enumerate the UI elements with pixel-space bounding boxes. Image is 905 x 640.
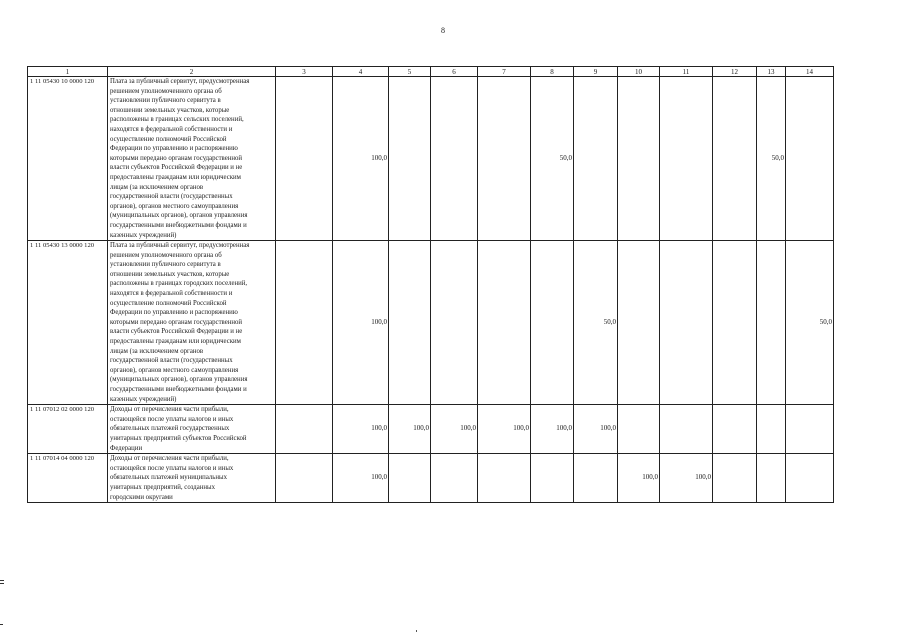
norm-value-col-9: 50,0 <box>574 241 618 405</box>
classification-code: 1 11 05430 10 0000 120 <box>28 77 108 241</box>
norm-value-col-7 <box>478 454 531 503</box>
revenue-name-line: государственной власти (государственных <box>110 357 233 365</box>
norm-value-col-8: 50,0 <box>531 77 574 241</box>
norm-value-col-3 <box>276 241 333 405</box>
scan-speck <box>416 630 417 632</box>
norm-value-col-9: 100,0 <box>574 405 618 454</box>
header-cell: 2 <box>108 67 276 77</box>
norm-value-col-13 <box>757 405 786 454</box>
revenue-name-line: власти субъектов Российской Федерации и не <box>110 328 243 336</box>
revenue-name-line: государственными внебюджетными фондами и <box>110 221 247 229</box>
norm-value-col-11 <box>660 241 713 405</box>
revenue-name-line: казенных учреждений) <box>110 231 177 239</box>
norm-value-col-8 <box>531 454 574 503</box>
norm-value-col-11 <box>660 405 713 454</box>
norm-value-col-7: 100,0 <box>478 405 531 454</box>
header-cell: 3 <box>276 67 333 77</box>
revenue-name-line: остающейся после уплаты налогов и иных <box>110 464 234 472</box>
norm-value-col-13 <box>757 454 786 503</box>
revenue-name-line: Федерации по управлению и распоряжению <box>110 145 238 153</box>
revenue-name-line: унитарных предприятий субъектов Российской <box>110 434 247 442</box>
revenue-name-line: находятся в федеральной собственности и <box>110 290 233 298</box>
norm-value-col-4: 100,0 <box>333 454 389 503</box>
table-row <box>28 77 834 241</box>
norm-value-col-6 <box>431 454 478 503</box>
norm-value-col-3 <box>276 405 333 454</box>
revenue-name-line: которыми передано органам государственной <box>110 318 243 326</box>
revenue-name-line: решением уполномоченного органа об <box>110 87 222 95</box>
norm-value-col-3 <box>276 454 333 503</box>
scan-mark <box>0 580 4 581</box>
norm-value-col-6 <box>431 77 478 241</box>
norm-value-col-5 <box>389 77 431 241</box>
revenue-name-line: Федерации по управлению и распоряжению <box>110 309 238 317</box>
norm-value-col-14 <box>786 454 834 503</box>
classification-code: 1 11 07012 02 0000 120 <box>28 405 108 454</box>
norm-value-col-8 <box>531 241 574 405</box>
norm-value-col-12 <box>713 454 757 503</box>
revenue-name <box>108 77 276 241</box>
header-cell: 8 <box>531 67 574 77</box>
revenue-name-line: Доходы от перечисления части прибыли, <box>110 406 229 414</box>
norm-value-col-7 <box>478 77 531 241</box>
table-row <box>28 454 834 503</box>
norm-value-col-7 <box>478 241 531 405</box>
revenue-name-line: Федерации <box>110 444 143 452</box>
header-cell: 12 <box>713 67 757 77</box>
revenue-name-line: Плата за публичный сервитут, предусмотренная <box>110 242 250 250</box>
header-cell: 4 <box>333 67 389 77</box>
norm-value-col-12 <box>713 405 757 454</box>
revenue-name-line: обязательных платежей государственных <box>110 425 230 433</box>
header-cell: 14 <box>786 67 834 77</box>
revenue-name-line: расположены в границах городских поселений, <box>110 280 248 288</box>
revenue-name-line: обязательных платежей муниципальных <box>110 474 227 482</box>
revenue-name-line: органов), органов местного самоуправления <box>110 202 239 210</box>
norm-value-col-14 <box>786 405 834 454</box>
revenue-name-line: находятся в федеральной собственности и <box>110 125 233 133</box>
norm-value-col-5 <box>389 454 431 503</box>
norm-value-col-10 <box>618 241 660 405</box>
header-cell: 9 <box>574 67 618 77</box>
revenue-norms-table <box>27 66 834 503</box>
table-row <box>28 405 834 454</box>
revenue-name-line: лицам (за исключением органов <box>110 347 204 355</box>
revenue-name-line: осуществление полномочий Российской <box>110 299 227 307</box>
norm-value-col-5 <box>389 241 431 405</box>
revenue-name-line: осуществление полномочий Российской <box>110 135 227 143</box>
revenue-name-line: казенных учреждений) <box>110 395 177 403</box>
norm-value-col-12 <box>713 77 757 241</box>
revenue-name-line: Доходы от перечисления части прибыли, <box>110 455 229 463</box>
revenue-name-line: государственной власти (государственных <box>110 193 233 201</box>
page-number: 8 <box>441 26 445 35</box>
revenue-name-line: отношении земельных участков, которые <box>110 270 230 278</box>
norm-value-col-6: 100,0 <box>431 405 478 454</box>
norm-value-col-10: 100,0 <box>618 454 660 503</box>
header-cell: 11 <box>660 67 713 77</box>
revenue-name-line: лицам (за исключением органов <box>110 183 204 191</box>
revenue-name-line: установлении публичного сервитута в <box>110 261 221 269</box>
norm-value-col-4: 100,0 <box>333 405 389 454</box>
revenue-name-line: остающейся после уплаты налогов и иных <box>110 415 234 423</box>
norm-value-col-4: 100,0 <box>333 241 389 405</box>
header-row <box>28 67 834 77</box>
revenue-name-line: решением уполномоченного органа об <box>110 251 222 259</box>
revenue-name-line: унитарных предприятий, созданных <box>110 483 215 491</box>
header-cell: 7 <box>478 67 531 77</box>
revenue-name-line: власти субъектов Российской Федерации и не <box>110 164 243 172</box>
norm-value-col-9 <box>574 77 618 241</box>
revenue-name <box>108 454 276 503</box>
revenue-name-line: предоставлены гражданам или юридическим <box>110 338 241 346</box>
norm-value-col-13 <box>757 241 786 405</box>
table-row <box>28 241 834 405</box>
norm-value-col-13: 50,0 <box>757 77 786 241</box>
norm-value-col-9 <box>574 454 618 503</box>
norm-value-col-12 <box>713 241 757 405</box>
revenue-name-line: предоставлены гражданам или юридическим <box>110 173 241 181</box>
header-cell: 6 <box>431 67 478 77</box>
header-cell: 5 <box>389 67 431 77</box>
norm-value-col-14: 50,0 <box>786 241 834 405</box>
revenue-name-line: городскими округами <box>110 493 173 501</box>
revenue-name-line: (муниципальных органов), органов управления <box>110 376 248 384</box>
header-cell: 10 <box>618 67 660 77</box>
revenue-name-line: которыми передано органам государственной <box>110 154 243 162</box>
revenue-name-line: (муниципальных органов), органов управления <box>110 212 248 220</box>
classification-code: 1 11 07014 04 0000 120 <box>28 454 108 503</box>
header-cell: 13 <box>757 67 786 77</box>
norm-value-col-6 <box>431 241 478 405</box>
scan-mark <box>0 583 4 584</box>
header-cell: 1 <box>28 67 108 77</box>
revenue-name-line: отношении земельных участков, которые <box>110 106 230 114</box>
revenue-name <box>108 241 276 405</box>
scan-mark <box>0 624 3 625</box>
classification-code: 1 11 05430 13 0000 120 <box>28 241 108 405</box>
revenue-name-line: государственными внебюджетными фондами и <box>110 386 247 393</box>
norm-value-col-5: 100,0 <box>389 405 431 454</box>
norm-value-col-10 <box>618 77 660 241</box>
revenue-name <box>108 405 276 454</box>
norm-value-col-10 <box>618 405 660 454</box>
norm-value-col-4: 100,0 <box>333 77 389 241</box>
revenue-name-line: установлении публичного сервитута в <box>110 97 221 105</box>
norm-value-col-11: 100,0 <box>660 454 713 503</box>
revenue-name-line: органов), органов местного самоуправления <box>110 366 239 374</box>
norm-value-col-8: 100,0 <box>531 405 574 454</box>
norm-value-col-14 <box>786 77 834 241</box>
norm-value-col-3 <box>276 77 333 241</box>
revenue-name-line: Плата за публичный сервитут, предусмотренная <box>110 78 250 85</box>
revenue-name-line: расположены в границах сельских поселений, <box>110 116 244 124</box>
norm-value-col-11 <box>660 77 713 241</box>
